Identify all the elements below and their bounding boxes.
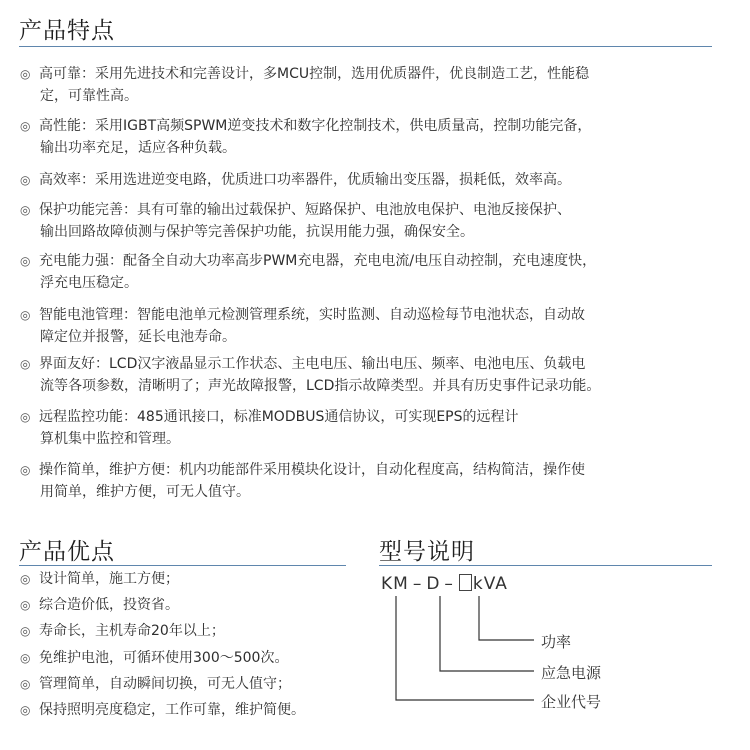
feature-text: 用简单，维护方便，可无人值守。 [40,484,250,500]
feature-text: 界面友好：LCD汉字液晶显示工作状态、主电电压、输出电压、频率、电池电压、负载电 [39,356,586,372]
feature-text: 高可靠：采用先进技术和完善设计，多MCU控制，选用优质器件，优良制造工艺，性能稳 [39,66,590,82]
bullet-icon: ◎ [20,357,31,371]
connector-emergency [440,596,534,671]
model-label-emergency: 应急电源 [541,664,602,682]
feature-text: 定，可靠性高。 [40,88,138,104]
connector-power [479,596,534,640]
feature-text: 浮充电压稳定。 [40,275,138,291]
model-title: 型号说明 [379,539,475,565]
model-code-prefix: KM [381,574,409,594]
feature-text: 智能电池管理：智能电池单元检测管理系统，实时监测、自动巡检每节电池状态，自动故 [39,307,585,323]
feature-text: 流等各项参数，清晰明了；声光故障报警，LCD指示故障类型。并具有历史事件记录功能。 [40,378,601,394]
features-title: 产品特点 [19,18,115,44]
bullet-icon: ◎ [20,463,31,477]
feature-text: 高性能：采用IGBT高频SPWM逆变技术和数字化控制技术，供电质量高，控制功能完备， [39,118,592,134]
feature-text: 操作简单，维护方便：机内功能部件采用模块化设计，自动化程度高，结构简洁，操作使 [39,462,585,478]
bullet-icon: ◎ [20,119,31,133]
advantage-text: 设计简单，施工方便； [39,571,179,587]
bullet-icon: ◎ [20,598,31,612]
feature-text: 充电能力强：配备全自动大功率高步PWM充电器，充电电流/电压自动控制，充电速度快， [39,253,597,269]
model-code-dash-1: – [412,574,423,594]
bullet-icon: ◎ [20,677,31,691]
bullet-icon: ◎ [20,308,31,322]
feature-text: 远程监控功能：485通讯接口，标准MODBUS通信协议，可实现EPS的远程计 [39,409,519,425]
bullet-icon: ◎ [20,651,31,665]
advantage-text: 保持照明亮度稳定，工作可靠，维护简便。 [39,702,305,718]
feature-text: 保护功能完善：具有可靠的输出过载保护、短路保护、电池放电保护、电池反接保护、 [39,202,571,218]
bullet-icon: ◎ [20,67,31,81]
bullet-icon: ◎ [20,173,31,187]
feature-text: 输出功率充足，适应各种负载。 [40,140,236,156]
feature-text: 算机集中监控和管理。 [40,431,180,447]
bullet-icon: ◎ [20,703,31,717]
bullet-icon: ◎ [20,572,31,586]
feature-text: 障定位并报警，延长电池寿命。 [40,329,236,345]
advantage-text: 寿命长，主机寿命20年以上； [39,623,225,639]
model-code-dash-2: – [444,574,454,594]
model-label-company: 企业代号 [541,693,602,711]
bullet-icon: ◎ [20,410,31,424]
advantage-text: 综合造价低，投资省。 [39,597,179,613]
feature-text: 高效率：采用选进逆变电路，优质进口功率器件，优质输出变压器，损耗低，效率高。 [39,172,571,188]
advantage-text: 免维护电池，可循环使用300～500次。 [39,650,289,666]
bullet-icon: ◎ [20,203,31,217]
model-code-mid: D [426,574,441,594]
feature-text: 输出回路故障侦测与保护等完善保护功能，抗误用能力强，确保安全。 [40,224,474,240]
advantages-title: 产品优点 [19,539,115,565]
advantage-text: 管理简单，自动瞬间切换，可无人值守； [39,676,291,692]
bullet-icon: ◎ [20,624,31,638]
connector-company [396,596,534,700]
model-code-suffix: kVA [472,574,508,594]
model-label-power: 功率 [541,633,572,651]
bullet-icon: ◎ [20,254,31,268]
